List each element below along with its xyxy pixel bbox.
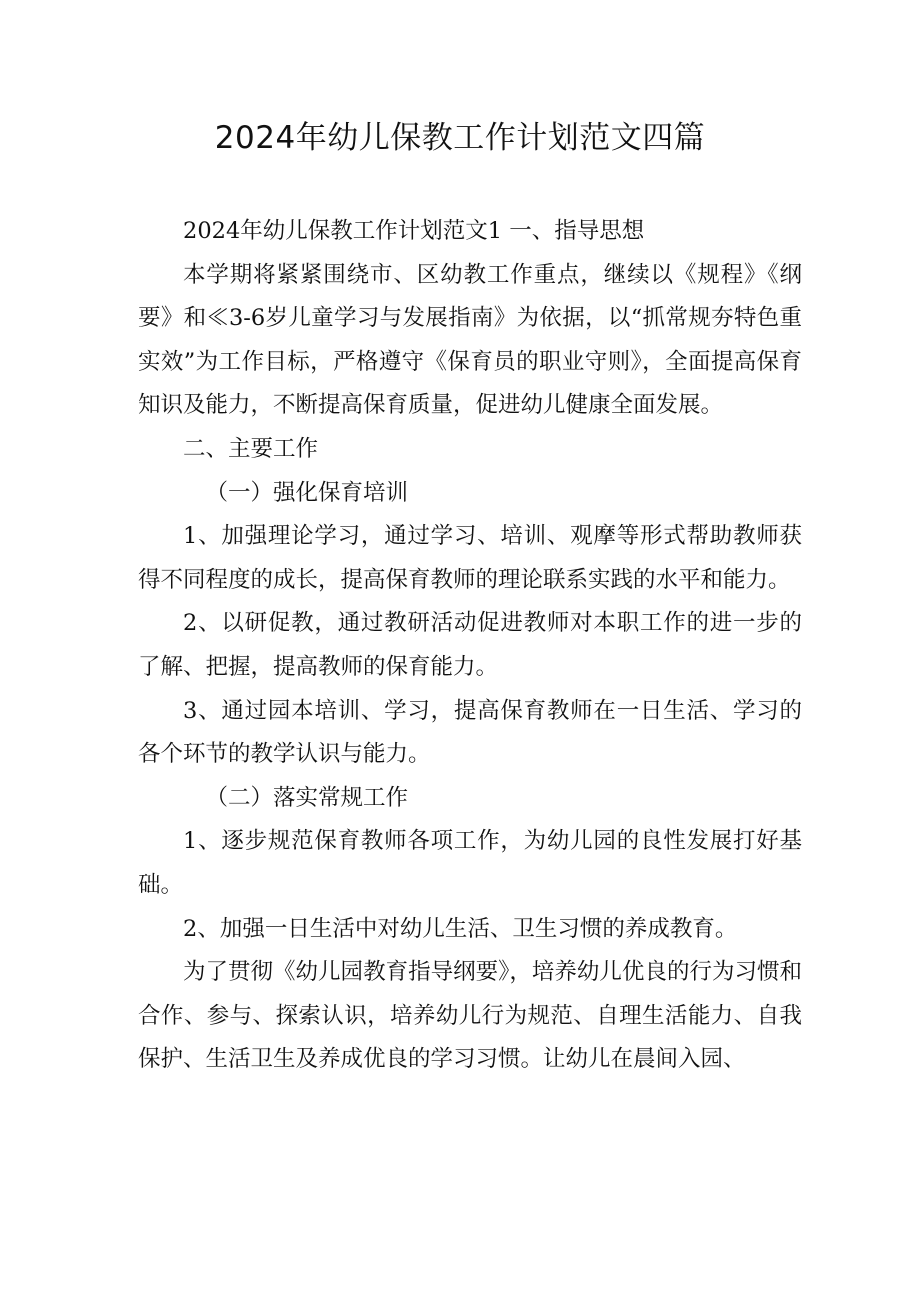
subheading-training: （一）强化保育培训	[205, 479, 409, 506]
paragraph-heading-guiding-thought: 2024年幼儿保教工作计划范文1 一、指导思想	[183, 218, 645, 244]
subheading-routine-work: （二）落实常规工作	[205, 784, 409, 811]
paragraph-training-1: 1、加强理论学习，通过学习、培训、观摩等形式帮助教师获得不同程度的成长，提高保育教师的理论联系实践的水平和能力。	[138, 523, 802, 593]
document-body	[138, 210, 802, 1082]
paragraph-routine-1: 1、逐步规范保育教师各项工作，为幼儿园的良性发展打好基础。	[138, 828, 802, 898]
document-title: 2024年幼儿保教工作计划范文四篇	[214, 120, 706, 156]
paragraph-heading-main-work: 二、主要工作	[183, 435, 319, 462]
paragraph-training-2: 2、以研促教，通过教研活动促进教师对本职工作的进一步的了解、把握，提高教师的保育能力。	[138, 610, 802, 680]
paragraph-routine-2: 2、加强一日生活中对幼儿生活、卫生习惯的养成教育。	[183, 915, 738, 942]
paragraph-routine-habits: 为了贯彻《幼儿园教育指导纲要》，培养幼儿优良的行为习惯和合作、参与、探索认识，培养幼儿行为规范、自理生活能力、自我保护、生活卫生及养成优良的学习习惯。让幼儿在晨间入园、	[138, 959, 802, 1073]
paragraph-guiding-thought: 本学期将紧紧围绕市、区幼教工作重点，继续以《规程》《纲要》和≪3-6岁儿童学习与发展指南》为依据，以“抓常规夯特色重实效”为工作目标，严格遵守《保育员的职业守则》，全面提高保育知识及能力，不断提高保育质量，促进幼儿健康全面发展。	[138, 261, 802, 419]
paragraph-training-3: 3、通过园本培训、学习，提高保育教师在一日生活、学习的各个环节的教学认识与能力。	[138, 697, 802, 768]
